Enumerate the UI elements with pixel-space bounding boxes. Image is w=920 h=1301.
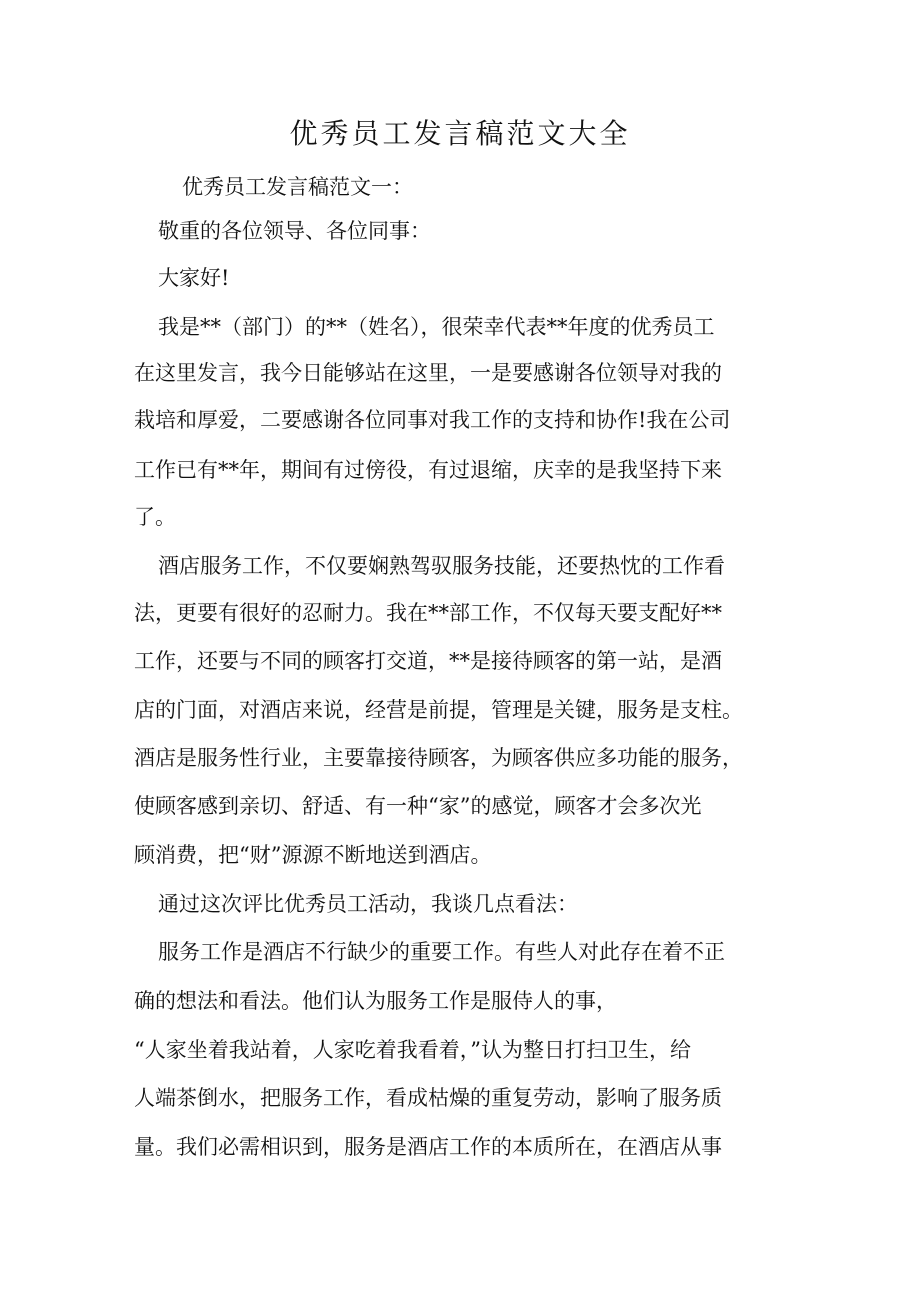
- paragraph-line: 敬重的各位领导、各位同事：: [158, 219, 431, 243]
- paragraph-line: 优秀员工发言稿范文一：: [182, 175, 413, 199]
- paragraph-line: 确的想法和看法。他们认为服务工作是服侍人的事，: [134, 989, 617, 1013]
- paragraph-line: “人家坐着我站着，人家吃着我看着，”认为整日打扫卫生，给: [134, 1038, 691, 1062]
- paragraph-line: 顾消费，把“财”源源不断地送到酒店。: [134, 843, 492, 867]
- paragraph-line: 酒店是服务性行业，主要靠接待顾客，为顾客供应多功能的服务，: [134, 746, 743, 770]
- document-title: 优秀员工发言稿范文大全: [289, 117, 631, 150]
- paragraph-line: 大家好!: [158, 266, 230, 290]
- paragraph-line: 工作已有**年，期间有过傍役，有过退缩，庆幸的是我坚持下来: [134, 458, 722, 482]
- paragraph-line: 酒店服务工作，不仅要娴熟驾驭服务技能，还要热忱的工作看: [158, 554, 725, 578]
- paragraph-line: 人端茶倒水，把服务工作，看成枯燥的重复劳动，影响了服务质: [134, 1086, 722, 1110]
- paragraph-line: 法，更要有很好的忍耐力。我在**部工作，不仅每天要支配好**: [134, 601, 722, 625]
- paragraph-line: 在这里发言，我今日能够站在这里，一是要感谢各位领导对我的: [134, 361, 722, 385]
- paragraph-line: 店的门面，对酒店来说，经营是前提，管理是关键，服务是支柱。: [134, 698, 743, 722]
- paragraph-line: 栽培和厚爱，二要感谢各位同事对我工作的支持和协作!我在公司: [134, 408, 731, 432]
- paragraph-line: 服务工作是酒店不行缺少的重要工作。有些人对此存在着不正: [158, 940, 725, 964]
- paragraph-line: 使顾客感到亲切、舒适、有一种“家”的感觉，顾客才会多次光: [134, 794, 702, 818]
- paragraph-line: 量。我们必需相识到，服务是酒店工作的本质所在，在酒店从事: [134, 1135, 722, 1159]
- paragraph-line: 通过这次评比优秀员工活动，我谈几点看法：: [158, 892, 578, 916]
- paragraph-line: 了。: [134, 505, 176, 529]
- paragraph-line: 工作，还要与不同的顾客打交道，**是接待顾客的第一站，是酒: [134, 649, 722, 673]
- paragraph-line: 我是**（部门）的**（姓名），很荣幸代表**年度的优秀员工: [158, 315, 715, 339]
